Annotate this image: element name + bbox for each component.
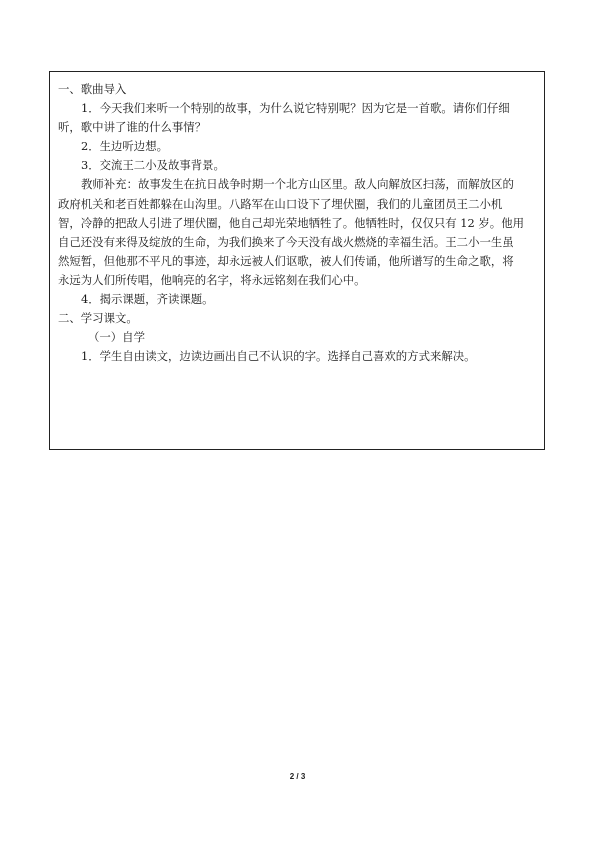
page-number: 2 / 3 xyxy=(289,772,306,781)
step-4-text: 4．揭示课题，齐读课题。 xyxy=(81,292,214,307)
step-1-text-continued: 听，歌中讲了谁的什么事情？ xyxy=(58,120,207,135)
teacher-note-line-4: 自己还没有来得及绽放的生命，为我们换来了今天没有战火燃烧的幸福生活。王二小一生虽 xyxy=(58,234,514,249)
teacher-note-line-6: 永远为人们所传唱，他响亮的名字，将永远铭刻在我们心中。 xyxy=(58,272,366,287)
teacher-note-line-5: 然短暂，但他那不平凡的事迹，却永远被人们讴歌，被人们传诵，他所谱写的生命之歌，将 xyxy=(58,253,514,268)
lesson-content-box xyxy=(49,71,545,450)
section-heading-study-text: 二、学习课文。 xyxy=(58,311,138,326)
teacher-note-line-1: 教师补充：故事发生在抗日战争时期一个北方山区里。敌人向解放区扫荡，而解放区的 xyxy=(81,177,514,192)
step-1-text: 1．今天我们来听一个特别的故事，为什么说它特别呢？因为它是一首歌。请你们仔细 xyxy=(81,101,510,116)
teacher-note-line-3: 智，冷静的把敌人引进了埋伏圈，他自己却光荣地牺牲了。他牺牲时，仅仅只有 12 岁。他用 xyxy=(58,215,524,230)
section-heading-song-intro: 一、歌曲导入 xyxy=(58,82,127,96)
self-study-step-1: 1．学生自由读文，边读边画出自己不认识的字。选择自己喜欢的方式来解决。 xyxy=(81,349,476,364)
step-3-text: 3．交流王二小及故事背景。 xyxy=(81,158,225,173)
subsection-self-study: （一）自学 xyxy=(88,330,145,345)
teacher-note-line-2: 政府机关和老百姓都躲在山沟里。八路军在山口设下了埋伏圈，我们的儿童团员王二小机 xyxy=(58,196,503,211)
step-2-text: 2．生边听边想。 xyxy=(81,139,168,154)
